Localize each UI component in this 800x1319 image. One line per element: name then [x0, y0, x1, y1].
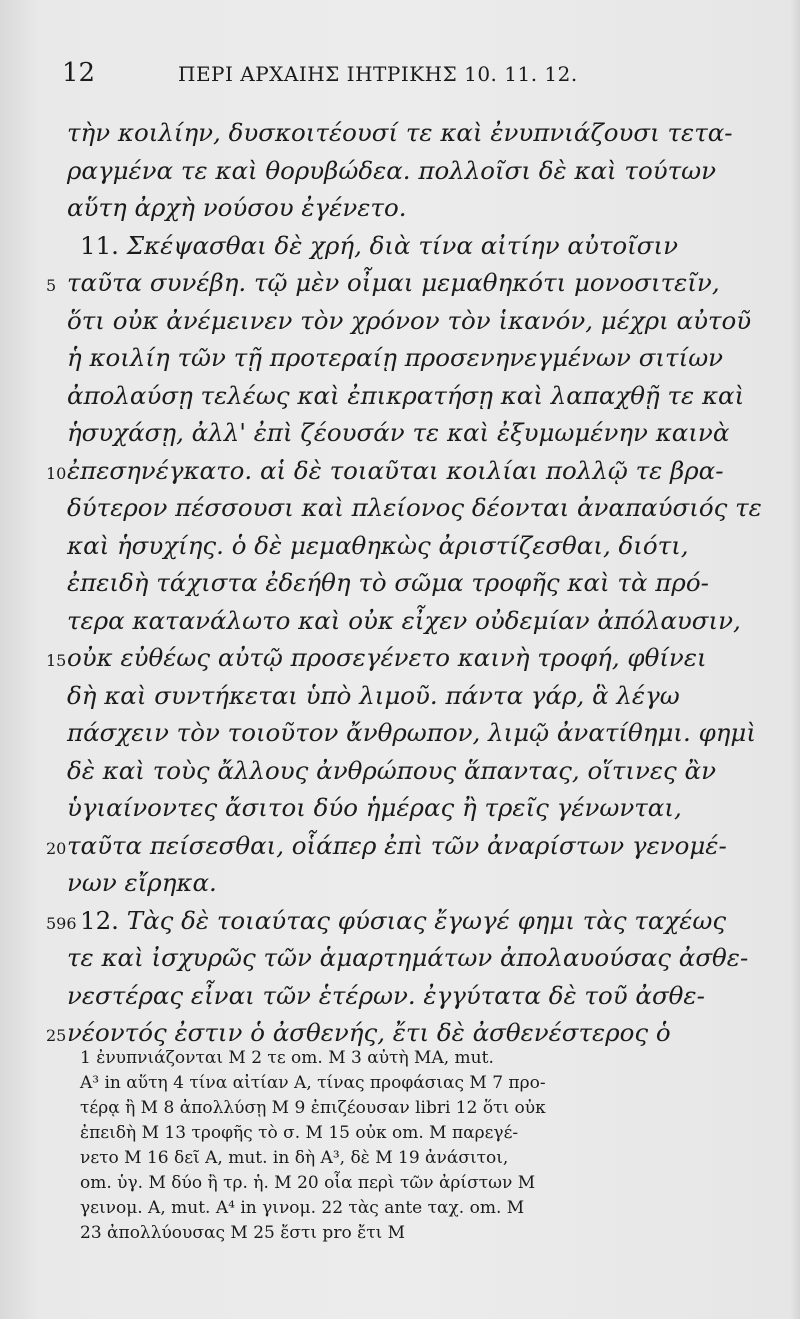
- line-content: νεστέρας εἶναι τῶν ἑτέρων. ἐγγύτατα δὲ τοῦ ἀσθε-: [67, 980, 705, 1010]
- line-content: πάσχειν τὸν τοιοῦτον ἄνθρωπον, λιμῷ ἀνατίθημι. φημὶ: [67, 718, 756, 747]
- line-text: [67, 943, 748, 972]
- line-content: οὐκ εὐθέως αὐτῷ προσεγένετο καινὴ τροφή, φθίνει: [67, 643, 707, 672]
- line-number: 5: [46, 276, 57, 295]
- line-text: [67, 1018, 671, 1047]
- text-line: [0, 793, 800, 833]
- line-content: ἀπολαύσῃ τελέως καὶ ἐπικρατήσῃ καὶ λαπαχθῇ τε καὶ: [67, 380, 745, 410]
- line-content: Σκέψασθαι δὲ χρή, διὰ τίνα αἰτίην αὐτοῖσιν: [126, 230, 678, 260]
- line-content: τερα κατανάλωτο καὶ οὐκ εἶχεν οὐδεμίαν ἀπόλαυσιν,: [67, 605, 741, 635]
- footnote-text: A³ in αὕτη 4 τίνα αἰτίαν A, τίνας προφάσιας M 7 προ-: [80, 1073, 546, 1093]
- line-number: 596: [46, 913, 77, 933]
- line-text: [67, 831, 727, 860]
- text-line: [0, 231, 800, 271]
- line-text: [67, 718, 756, 747]
- line-text: [67, 268, 720, 297]
- text-line: [0, 831, 800, 871]
- line-text: [67, 456, 724, 485]
- text-line: [0, 681, 800, 721]
- text-line: [0, 981, 800, 1021]
- line-content: ἐπειδὴ τάχιστα ἐδεήθη τὸ σῶμα τροφῆς καὶ τὰ πρό-: [67, 568, 709, 597]
- line-content: ταῦτα συνέβη. τῷ μὲν οἶμαι μεμαθηκότι μονοσιτεῖν,: [67, 268, 720, 297]
- running-title: ΠΕΡΙ ΑΡΧΑΙΗΣ ΙΗΤΡΙΚΗΣ 10. 11. 12.: [178, 62, 578, 86]
- footnote-line: [0, 1173, 800, 1199]
- text-line: [0, 568, 800, 608]
- footnote-line: [0, 1073, 800, 1099]
- line-content: ταῦτα πείσεσθαι, οἷάπερ ἐπὶ τῶν ἀναρίστων γενομέ-: [67, 830, 727, 860]
- footnote-line: [0, 1198, 800, 1224]
- line-content: Τὰς δὲ τοιαύτας φύσιας ἔγωγέ φημι τὰς ταχέως: [126, 905, 727, 935]
- text-line: [0, 418, 800, 458]
- line-text: [67, 118, 733, 147]
- line-text: [67, 868, 217, 897]
- text-line: [0, 868, 800, 908]
- line-text: [67, 981, 705, 1010]
- line-text: [80, 231, 678, 260]
- line-text: [67, 531, 689, 560]
- line-content: δὴ καὶ συντήκεται ὑπὸ λιμοῦ. πάντα γάρ, ἃ λέγω: [67, 680, 680, 710]
- line-text: [80, 906, 726, 935]
- line-content: καὶ ἡσυχίης. ὁ δὲ μεμαθηκὼς ἀριστίζεσθαι, διότι,: [67, 530, 689, 560]
- line-text: [67, 793, 682, 822]
- section-number: 12.: [80, 905, 119, 935]
- footnote-text: 23 ἀπολλύουσας M 25 ἔστι pro ἔτι M: [80, 1223, 406, 1243]
- line-content: ἡσυχάσῃ, ἀλλ' ἐπὶ ζέουσάν τε καὶ ἐξυμωμένην καινὰ: [67, 418, 730, 447]
- line-text: [67, 568, 709, 597]
- footnote-line: [0, 1098, 800, 1124]
- text-line: [0, 943, 800, 983]
- footnote-line: [0, 1048, 800, 1074]
- footnote-text: τέρᾳ ἢ M 8 ἀπολλύσῃ M 9 ἐπιζέουσαν libri 12 ὅτι οὐκ: [80, 1098, 546, 1118]
- page-header: [0, 58, 800, 92]
- line-content: αὕτη ἀρχὴ νούσου ἐγένετο.: [67, 193, 407, 222]
- line-content: ὅτι οὐκ ἀνέμεινεν τὸν χρόνον τὸν ἱκανόν, μέχρι αὐτοῦ: [67, 305, 752, 335]
- text-line: [0, 343, 800, 383]
- line-content: νέοντός ἐστιν ὁ ἀσθενής, ἔτι δὲ ἀσθενέστερος ὁ: [67, 1018, 671, 1047]
- text-line: [0, 193, 800, 233]
- line-number: 10: [46, 463, 67, 483]
- line-content: ἡ κοιλίη τῶν τῇ προτεραίῃ προσενηνεγμένων σιτίων: [67, 343, 724, 372]
- line-content: τὴν κοιλίην, δυσκοιτέουσί τε καὶ ἐνυπνιάζουσι τετα-: [67, 118, 733, 147]
- footnote-text: ἐπειδὴ M 13 τροφῆς τὸ σ. M 15 οὐκ om. M παρεγέ-: [80, 1123, 519, 1143]
- line-text: [67, 418, 729, 447]
- footnote-line: [0, 1148, 800, 1174]
- line-text: [67, 193, 406, 222]
- text-line: [0, 306, 800, 346]
- footnote-text: νετο M 16 δεῖ A, mut. in δὴ A³, δὲ M 19 ἀνάσιτοι,: [80, 1148, 509, 1168]
- text-line: [0, 531, 800, 571]
- text-line: [0, 756, 800, 796]
- line-text: [67, 156, 716, 185]
- text-line: [0, 156, 800, 196]
- text-line: [0, 643, 800, 683]
- line-text: [67, 306, 751, 335]
- line-content: ἐπεσηνέγκατο. αἱ δὲ τοιαῦται κοιλίαι πολλῷ τε βρα-: [67, 455, 724, 485]
- footnote-text: om. ὑγ. M δύο ἢ τρ. ἡ. M 20 οἷα περὶ τῶν ἀρίστων M: [80, 1173, 536, 1193]
- line-text: [67, 493, 762, 522]
- line-number: 20: [46, 838, 67, 858]
- line-number: 15: [46, 651, 67, 670]
- line-content: τε καὶ ἰσχυρῶς τῶν ἁμαρτημάτων ἀπολαυούσας ἀσθε-: [67, 943, 749, 972]
- footnote-text: 1 ἐνυπνιάζονται M 2 τε om. M 3 αὐτὴ MA, mut.: [80, 1048, 494, 1068]
- line-content: δὲ καὶ τοὺς ἄλλους ἀνθρώπους ἅπαντας, οἵτινες ἂν: [67, 755, 716, 785]
- line-content: ραγμένα τε καὶ θορυβώδεα. πολλοῖσι δὲ καὶ τούτων: [67, 155, 717, 185]
- line-text: [67, 681, 680, 710]
- line-text: [67, 606, 741, 635]
- footnote-line: [0, 1123, 800, 1149]
- line-number: 25: [46, 1026, 67, 1045]
- footnote-text: γεινομ. A, mut. A⁴ in γινομ. 22 τὰς ante ταχ. om. M: [80, 1198, 525, 1218]
- text-line: [0, 906, 800, 946]
- text-line: [0, 606, 800, 646]
- line-content: νων εἴρηκα.: [67, 868, 217, 897]
- text-line: [0, 493, 800, 533]
- footnote-line: [0, 1223, 800, 1249]
- line-text: [67, 643, 707, 672]
- line-content: δύτερον πέσσουσι καὶ πλείονος δέονται ἀναπαύσιός τε: [67, 493, 762, 522]
- line-content: ὑγιαίνοντες ἄσιτοι δύο ἡμέρας ἢ τρεῖς γένωνται,: [67, 793, 682, 822]
- text-line: [0, 118, 800, 158]
- line-text: [67, 381, 744, 410]
- text-line: [0, 456, 800, 496]
- text-line: [0, 268, 800, 308]
- line-text: [67, 756, 716, 785]
- section-number: 11.: [80, 230, 119, 260]
- line-text: [67, 343, 723, 372]
- page-number: 12: [62, 58, 96, 88]
- text-line: [0, 381, 800, 421]
- text-line: [0, 718, 800, 758]
